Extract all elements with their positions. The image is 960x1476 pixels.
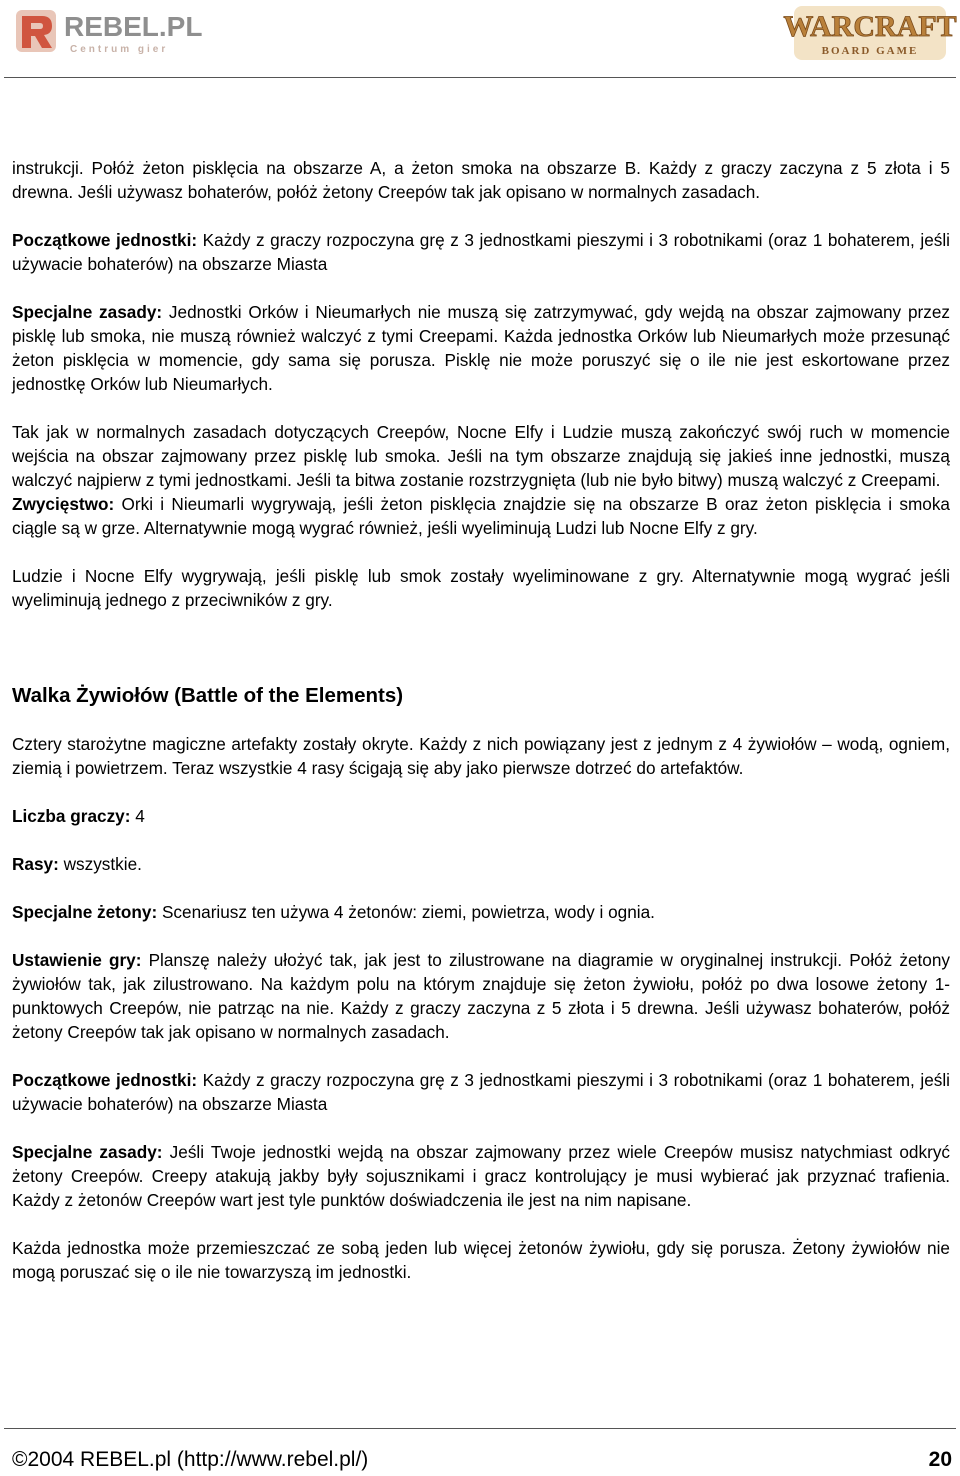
paragraph-players (12, 804, 950, 828)
races-value: wszystkie. (58, 854, 142, 874)
paragraph-races (12, 852, 950, 876)
document-body (12, 156, 950, 1284)
section-heading: Walka Żywiołów (Battle of the Elements) (12, 684, 404, 707)
rebel-logo-text: REBEL.PL (64, 11, 203, 42)
paragraph-starting-units (12, 228, 950, 276)
paragraph-game-setup (12, 948, 950, 1044)
paragraph-intro: Cztery starożytne magiczne artefakty zostały okryte. Każdy z nich powiązany jest z jednym z 4 żywiołów – wodą, ogniem, ziemią i powietrzem. Teraz wszystkie 4 rasy ścigają się aby jako pierwsze dotrzeć do artefaktów. (12, 734, 950, 778)
header-divider (4, 77, 956, 78)
page-number: 20 (928, 1448, 952, 1471)
special-rules-text-2: Jeśli Twoje jednostki wejdą na obszar zajmowany przez wiele Creepów musisz natychmiast odkryć żetony Creepów. Creepy atakują jakby były sojusznikami i gracz kontrolujący je musi wybierać jak przyznać trafienia. Każdy z żetonów Creepów wart jest tyle punktów doświadczenia ile jest na nim napisane. (12, 1142, 951, 1210)
players-label: Liczba graczy: (12, 806, 131, 826)
special-tokens-label: Specjalne żetony: (12, 902, 158, 922)
special-rules-label: Specjalne zasady: (12, 302, 163, 322)
rebel-logo (14, 6, 204, 56)
paragraph-element-tokens: Każda jednostka może przemieszczać ze sobą jeden lub więcej żetonów żywiołu, gdy się porusza. Żetony żywiołów nie mogą poruszać się o ile nie towarzyszą im jednostki. (12, 1238, 950, 1282)
game-setup-text: Planszę należy ułożyć tak, jak jest to zilustrowane na diagramie w oryginalnej instrukcji. Połóż żetony żywiołów tak, jak zilustrowano. Na każdym polu na którym znajduje się żeton żywiołu, połóż po dwa losowe żetony 1-punktowych Creepów, nie patrząc na nie. Każdy z graczy zaczyna z 5 złota i 5 drewna. Jeśli używasz bohaterów, połóż żetony Creepów tak jak opisano w normalnych zasadach. (12, 950, 950, 1042)
races-label: Rasy: (12, 854, 59, 874)
paragraph-humans-victory: Ludzie i Nocne Elfy wygrywają, jeśli pisklę lub smok zostały wyeliminowane z gry. Alternatywnie mogą wygrać jeśli wyeliminują jednego z przeciwników z gry. (12, 566, 950, 610)
warcraft-logo-text: WARCRAFT (783, 10, 957, 43)
rebel-logo-subtitle: Centrum gier (70, 44, 169, 55)
game-setup-label: Ustawienie gry: (12, 950, 142, 970)
starting-units-text: Każdy z graczy rozpoczyna grę z 3 jednostkami pieszymi i 3 robotnikami (oraz 1 bohaterem, jeśli używacie bohaterów) na obszarze Miasta (12, 230, 950, 274)
footer-copyright: ©2004 REBEL.pl (http://www.rebel.pl/) (12, 1448, 369, 1471)
paragraph-starting-units-2 (12, 1068, 950, 1116)
footer-divider (4, 1428, 956, 1429)
paragraph-creeps: Tak jak w normalnych zasadach dotyczących Creepów, Nocne Elfy i Ludzie muszą zakończyć swój ruch w momencie wejścia na obszar zajmowany przez pisklę lub smoka. Jeśli na tym obszarze znajdują się jakieś inne jednostki, muszą walczyć najpierw z tymi jednostkami. Jeśli ta bitwa zostanie rozstrzygnięta (lub nie było bitwy) muszą walczyć z Creepami. (12, 422, 950, 490)
paragraph-special-tokens (12, 900, 950, 924)
victory-text: Orki i Nieumarli wygrywają, jeśli żeton pisklęcia znajdzie się na obszarze B oraz żeton pisklęcia i smoka ciągle są w grze. Alternatywnie mogą wygrać również, jeśli wyeliminują Ludzi lub Nocne Elfy z gry. (12, 494, 950, 538)
starting-units-label-2: Początkowe jednostki: (12, 1070, 198, 1090)
starting-units-text-2: Każdy z graczy rozpoczyna grę z 3 jednostkami pieszymi i 3 robotnikami (oraz 1 bohaterem, jeśli używacie bohaterów) na obszarze Miasta (12, 1070, 950, 1114)
paragraph-victory (12, 492, 950, 540)
warcraft-logo-subtitle: BOARD GAME (821, 45, 919, 57)
paragraph-special-rules-2 (12, 1140, 950, 1212)
special-tokens-text: Scenariusz ten używa 4 żetonów: ziemi, powietrza, wody i ognia. (157, 902, 655, 922)
page-header (0, 0, 960, 78)
paragraph-special-rules (12, 300, 950, 396)
special-rules-label-2: Specjalne zasady: (12, 1142, 163, 1162)
paragraph-setup-continued: instrukcji. Połóż żeton pisklęcia na obszarze A, a żeton smoka na obszarze B. Każdy z graczy zaczyna z 5 złota i 5 drewna. Jeśli używasz bohaterów, połóż żetony Creepów tak jak opisano w normalnych zasadach. (12, 158, 950, 202)
players-value: 4 (130, 806, 145, 826)
warcraft-logo (783, 4, 957, 62)
starting-units-label: Początkowe jednostki: (12, 230, 198, 250)
special-rules-text: Jednostki Orków i Nieumarłych nie muszą się zatrzymywać, gdy wejdą na obszar zajmowany przez pisklę lub smoka, nie muszą również walczyć z tymi Creepami. Każda jednostka Orków lub Nieumarłych może przesunąć żeton pisklęcia w momencie, gdy sama się porusza. Pisklę nie może poruszyć się o ile nie jest eskortowane przez jednostkę Orków lub Nieumarłych. (12, 302, 950, 394)
victory-label: Zwycięstwo: (12, 494, 115, 514)
rebel-logo-mark (16, 10, 56, 52)
